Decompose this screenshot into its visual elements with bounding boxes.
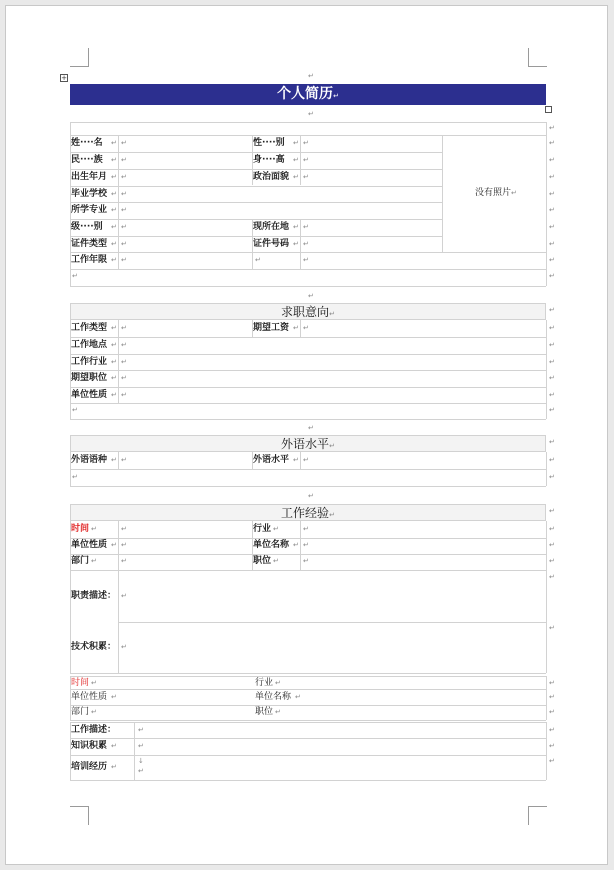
- cell-mark: ↵: [111, 693, 117, 701]
- paragraph-mark: ↵: [333, 92, 339, 100]
- table-move-handle-icon[interactable]: +: [61, 74, 67, 82]
- crop-mark-bottom-left: [70, 806, 89, 825]
- exp2-position-label: 职位: [255, 707, 274, 717]
- duty-desc-value[interactable]: ↵: [121, 592, 127, 600]
- row-end-mark: ↵: [549, 206, 555, 214]
- exp-company-nature-value[interactable]: ↵: [121, 541, 127, 549]
- row-end-mark: ↵: [549, 557, 555, 565]
- location-value[interactable]: ↵: [303, 223, 309, 231]
- section-heading-text: 外语水平: [281, 437, 330, 451]
- job-type-value[interactable]: ↵: [121, 324, 127, 332]
- language-level-value[interactable]: ↵: [303, 456, 309, 464]
- row-end-mark: ↵: [549, 507, 555, 515]
- cell-mark: ↵: [111, 541, 117, 549]
- exp2-company-nature-label: 单位性质: [71, 692, 108, 702]
- training-value[interactable]: ↵: [138, 767, 144, 775]
- duty-desc-label: 职责描述：: [71, 591, 117, 601]
- row-end-mark: ↵: [549, 156, 555, 164]
- location-label: 现所在地: [253, 222, 290, 232]
- cell-mark: ↵: [72, 473, 78, 481]
- id-number-label: 证件号码: [253, 239, 290, 249]
- cell-mark: ↵: [111, 358, 117, 366]
- row-end-mark: ↵: [549, 256, 555, 264]
- political-status-label: 政治面貌: [253, 172, 290, 182]
- cell-mark: ↵: [293, 156, 299, 164]
- row-end-mark: ↵: [549, 391, 555, 399]
- row-end-mark: ↵: [549, 573, 555, 581]
- work-place-value[interactable]: ↵: [121, 341, 127, 349]
- row-end-mark: ↵: [549, 624, 555, 632]
- paragraph-mark: ↵: [308, 424, 314, 432]
- paragraph-mark: ↵: [308, 72, 314, 80]
- row-end-mark: ↵: [549, 341, 555, 349]
- work-years-value[interactable]: ↵: [121, 256, 127, 264]
- row-end-mark: ↵: [549, 324, 555, 332]
- cell-mark: ↵: [511, 189, 517, 197]
- id-type-value[interactable]: ↵: [121, 240, 127, 248]
- expected-position-value[interactable]: ↵: [121, 374, 127, 382]
- exp2-department-label: 部门: [71, 707, 90, 717]
- cell-mark: ↵: [91, 557, 97, 565]
- school-value[interactable]: ↵: [121, 190, 127, 198]
- section-heading-text: 求职意向: [281, 305, 330, 319]
- cell-mark: ↵: [293, 541, 299, 549]
- cell-mark: ↵: [293, 173, 299, 181]
- cell-mark: ↵: [295, 693, 301, 701]
- cell-mark: ↵: [111, 324, 117, 332]
- cell-mark: ↵: [111, 742, 117, 750]
- row-end-mark: ↵: [549, 757, 555, 765]
- cell-mark: ↵: [111, 456, 117, 464]
- row-end-mark: ↵: [549, 438, 555, 446]
- training-label: 培训经历: [71, 762, 108, 772]
- cell-mark: ↵: [72, 406, 78, 414]
- row-end-mark: ↵: [549, 679, 555, 687]
- cell-mark: ↵: [273, 525, 279, 533]
- work-years-label: 工作年限: [71, 255, 108, 265]
- language-type-label: 外语语种: [71, 455, 108, 465]
- exp-position-value[interactable]: ↵: [303, 557, 309, 565]
- exp-industry-label: 行业: [253, 524, 272, 534]
- cell-mark: ↵: [273, 557, 279, 565]
- height-label: 身····高: [253, 155, 285, 165]
- gender-label: 性····别: [253, 138, 285, 148]
- school-label: 毕业学校: [71, 189, 108, 199]
- row-end-mark: ↵: [549, 525, 555, 533]
- photo-placeholder[interactable]: [475, 189, 517, 198]
- cell-mark: ↵: [293, 223, 299, 231]
- work-industry-value[interactable]: ↵: [121, 358, 127, 366]
- exp-department-value[interactable]: ↵: [121, 557, 127, 565]
- row-end-mark: ↵: [549, 742, 555, 750]
- cell-mark: ↵: [91, 708, 97, 716]
- section-heading-experience: [70, 504, 546, 521]
- major-value[interactable]: ↵: [121, 206, 127, 214]
- exp-department-label: 部门: [71, 556, 90, 566]
- row-end-mark: ↵: [549, 541, 555, 549]
- ethnicity-label: 民····族: [71, 155, 103, 165]
- crop-mark-top-right: [528, 48, 547, 67]
- section-heading-intent: [70, 303, 546, 320]
- exp-company-name-label: 单位名称: [253, 540, 290, 550]
- level-value[interactable]: ↵: [121, 223, 127, 231]
- row-end-mark: ↵: [549, 173, 555, 181]
- row-end-mark: ↵: [549, 306, 555, 314]
- exp2-time-label: 时间: [71, 678, 90, 688]
- political-status-value[interactable]: ↵: [303, 173, 309, 181]
- expected-salary-value[interactable]: ↵: [303, 324, 309, 332]
- row-end-mark: ↵: [549, 708, 555, 716]
- cell-mark: ↵: [303, 256, 309, 264]
- cell-mark: ↵: [293, 139, 299, 147]
- gender-value[interactable]: ↵: [303, 139, 309, 147]
- line-break-mark: ↓: [138, 757, 144, 765]
- level-label: 级····别: [71, 222, 103, 232]
- work-desc-label: 工作描述：: [71, 725, 117, 735]
- knowledge-label: 知识积累: [71, 741, 108, 751]
- photo-placeholder-text: 没有照片: [475, 188, 512, 198]
- job-type-label: 工作类型: [71, 323, 108, 333]
- section-heading-language: [70, 435, 546, 452]
- row-end-mark: ↵: [549, 240, 555, 248]
- cell-mark: ↵: [111, 139, 117, 147]
- row-end-mark: ↵: [549, 456, 555, 464]
- row-end-mark: ↵: [549, 190, 555, 198]
- tech-accum-label: 技术积累：: [71, 642, 117, 652]
- ethnicity-value[interactable]: ↵: [121, 156, 127, 164]
- paragraph-mark: ↵: [308, 292, 314, 300]
- paragraph-mark: ↵: [308, 492, 314, 500]
- expected-salary-label: 期望工资: [253, 323, 290, 333]
- cell-mark: ↵: [111, 391, 117, 399]
- work-industry-label: 工作行业: [71, 357, 108, 367]
- exp-company-name-value[interactable]: ↵: [303, 541, 309, 549]
- exp-industry-value[interactable]: ↵: [303, 525, 309, 533]
- row-end-mark: ↵: [549, 358, 555, 366]
- knowledge-value[interactable]: ↵: [138, 742, 144, 750]
- cell-mark: ↵: [111, 173, 117, 181]
- expected-position-label: 期望职位: [71, 373, 108, 383]
- row-end-mark: ↵: [549, 124, 555, 132]
- cell-mark: ↵: [275, 708, 281, 716]
- language-level-label: 外语水平: [253, 455, 290, 465]
- cell-mark: ↵: [72, 272, 78, 280]
- crop-mark-top-left: [70, 48, 89, 67]
- work-desc-value[interactable]: ↵: [138, 726, 144, 734]
- height-value[interactable]: ↵: [303, 156, 309, 164]
- cell-mark: ↵: [329, 442, 335, 450]
- cell-mark: ↵: [111, 206, 117, 214]
- birthdate-value[interactable]: ↵: [121, 173, 127, 181]
- language-type-value[interactable]: ↵: [121, 456, 127, 464]
- tech-accum-value[interactable]: ↵: [121, 643, 127, 651]
- exp-time-label: 时间: [71, 524, 90, 534]
- exp2-industry-label: 行业: [255, 678, 274, 688]
- cell-mark: ↵: [111, 240, 117, 248]
- paragraph-mark: ↵: [308, 110, 314, 118]
- name-value[interactable]: ↵: [121, 139, 127, 147]
- cell-mark: ↵: [293, 324, 299, 332]
- birthdate-label: 出生年月: [71, 172, 108, 182]
- cell-mark: ↵: [111, 763, 117, 771]
- resume-title-text: 个人简历: [277, 86, 334, 102]
- row-end-mark: ↵: [549, 272, 555, 280]
- exp-position-label: 职位: [253, 556, 272, 566]
- section-heading-text: 工作经验: [281, 506, 330, 520]
- cell-mark: ↵: [111, 156, 117, 164]
- cell-mark: ↵: [111, 341, 117, 349]
- table-resize-handle[interactable]: [545, 106, 552, 113]
- row-end-mark: ↵: [549, 693, 555, 701]
- cell-mark: ↵: [111, 223, 117, 231]
- row-end-mark: ↵: [549, 139, 555, 147]
- cell-mark: ↵: [293, 240, 299, 248]
- cell-mark: ↵: [91, 679, 97, 687]
- row-end-mark: ↵: [549, 473, 555, 481]
- exp-company-nature-label: 单位性质: [71, 540, 108, 550]
- cell-mark: ↵: [111, 190, 117, 198]
- id-number-value[interactable]: ↵: [303, 240, 309, 248]
- cell-mark: ↵: [293, 456, 299, 464]
- row-end-mark: ↵: [549, 223, 555, 231]
- cell-mark: ↵: [275, 679, 281, 687]
- cell-mark: ↵: [91, 525, 97, 533]
- exp-time-value[interactable]: ↵: [121, 525, 127, 533]
- row-end-mark: ↵: [549, 374, 555, 382]
- major-label: 所学专业: [71, 205, 108, 215]
- id-type-label: 证件类型: [71, 239, 108, 249]
- resume-title: [70, 84, 546, 105]
- row-end-mark: ↵: [549, 726, 555, 734]
- cell-mark: ↵: [329, 310, 335, 318]
- name-label: 姓····名: [71, 138, 103, 148]
- company-nature-label: 单位性质: [71, 390, 108, 400]
- cell-mark: ↵: [255, 256, 261, 264]
- cell-mark: ↵: [111, 256, 117, 264]
- cell-mark: ↵: [111, 374, 117, 382]
- crop-mark-bottom-right: [528, 806, 547, 825]
- work-place-label: 工作地点: [71, 340, 108, 350]
- row-end-mark: ↵: [549, 406, 555, 414]
- exp2-company-name-label: 单位名称: [255, 692, 292, 702]
- cell-mark: ↵: [329, 511, 335, 519]
- company-nature-value[interactable]: ↵: [121, 391, 127, 399]
